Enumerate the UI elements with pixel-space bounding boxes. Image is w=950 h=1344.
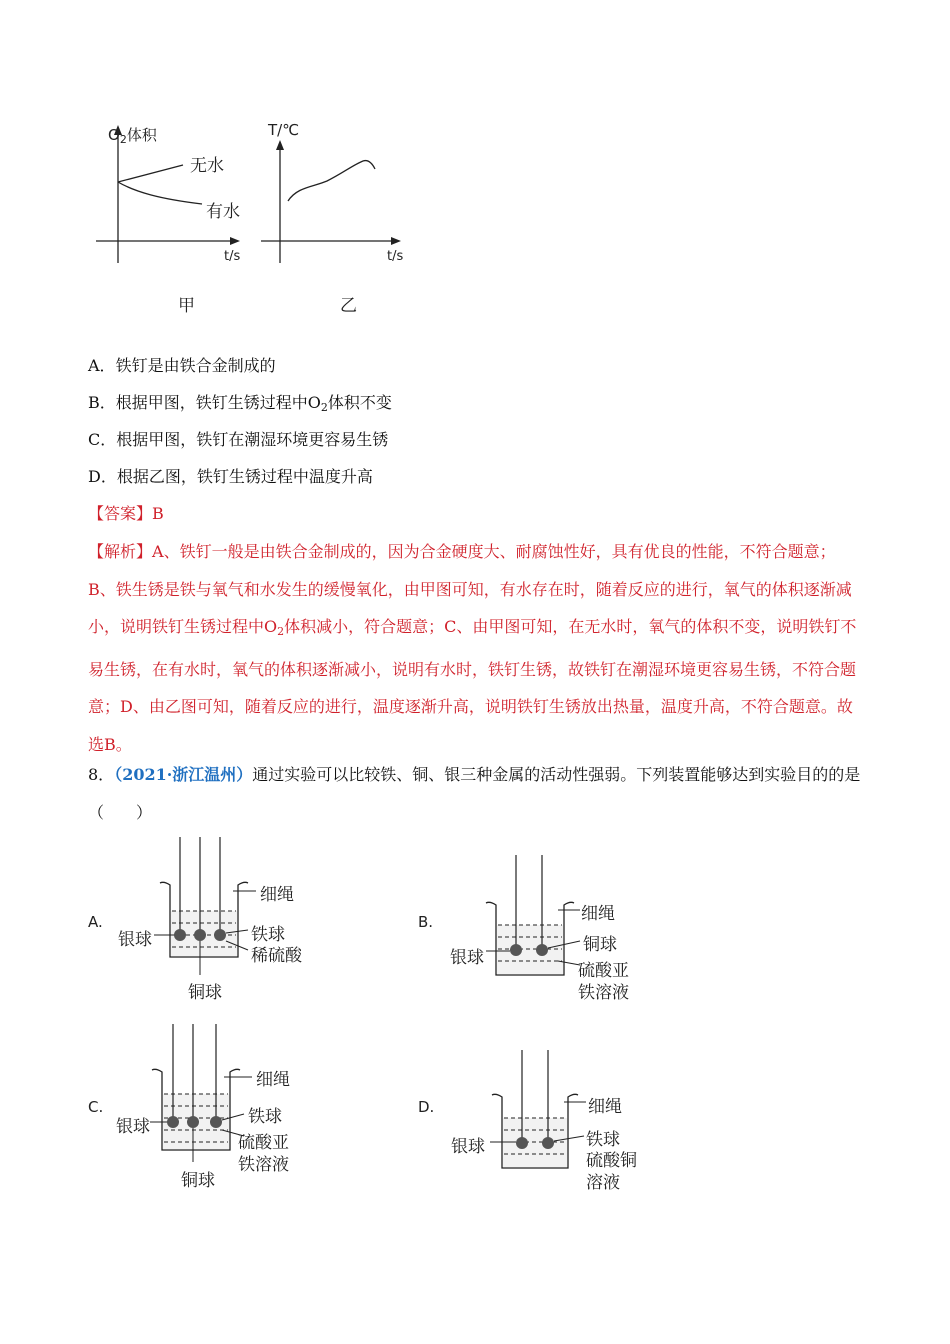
option-c: C．根据甲图，铁钉在潮湿环境更容易生锈 xyxy=(88,430,389,449)
question-source: （2021·浙江温州） xyxy=(114,765,253,784)
question-8: 8．（2021·浙江温州）通过实验可以比较铁、铜、银三种金属的活动性强弱。下列装置能够达到实验目的的是（ ） xyxy=(88,765,861,822)
apparatus-a-right: 铁球 xyxy=(251,925,285,945)
apparatus-a-letter: A. xyxy=(88,913,103,931)
apparatus-b-left: 银球 xyxy=(450,948,484,968)
apparatus-c-left: 银球 xyxy=(116,1117,150,1137)
apparatus-b-solution1: 硫酸亚 xyxy=(578,961,629,981)
temperature-curve xyxy=(288,161,375,201)
analysis: 【解析】A、铁钉一般是由铁合金制成的，因为合金硬度大、耐腐蚀性好，具有优良的性能，不符合题意；B、铁生锈是铁与氧气和水发生的缓慢氧化，由甲图可知，有水存在时，随着反应的进行，氧气的体积逐渐减小，说明铁钉生锈过程中$O_2$体积减小，符合题意；C、由甲图可知，在无水时，氧气的体积不变，说明铁钉不易生锈，在有水时，氧气的体积逐渐减小，说明有水时，铁钉生锈，故铁钉在潮湿环境更容易生锈，不符合题意；D、由乙图可知，随着反应的进行，温度逐渐升高，说明铁钉生锈放出热量，温度升高，不符合题意。故选B。 xyxy=(88,542,857,754)
beaker-a xyxy=(88,835,368,1005)
line-with-water xyxy=(118,182,202,204)
apparatus-d-solution1: 硫酸铜 xyxy=(586,1151,637,1171)
graph-jia-caption: 甲 xyxy=(178,296,195,316)
apparatus-b-letter: B. xyxy=(418,913,434,931)
answer: 【答案】B xyxy=(88,504,164,523)
graph-jia-ylabel: $O_2$体积 xyxy=(108,126,157,146)
apparatus-a-rope: 细绳 xyxy=(260,885,294,905)
apparatus-c-letter: C. xyxy=(88,1098,104,1116)
beaker-b xyxy=(418,855,698,1005)
beaker-c xyxy=(88,1022,368,1192)
graph-yi-ylabel: T/℃ xyxy=(268,121,300,139)
apparatus-a-left: 银球 xyxy=(118,930,152,950)
apparatus-b-solution2: 铁溶液 xyxy=(578,983,629,1003)
apparatus-b xyxy=(418,855,698,1005)
option-b: B．根据甲图，铁钉生锈过程中$O_2$体积不变 xyxy=(88,393,392,414)
apparatus-d xyxy=(418,1050,698,1200)
option-d: D．根据乙图，铁钉生锈过程中温度升高 xyxy=(88,467,373,486)
apparatus-c-solution2: 铁溶液 xyxy=(238,1155,289,1175)
apparatus-d-letter: D. xyxy=(418,1098,435,1116)
apparatus-c-rope: 细绳 xyxy=(256,1070,290,1090)
apparatus-c-solution1: 硫酸亚 xyxy=(238,1133,289,1153)
graph-yi-caption: 乙 xyxy=(340,296,357,316)
apparatus-a-bottom: 铜球 xyxy=(188,983,222,1003)
apparatus-c xyxy=(88,1022,368,1192)
beaker-d xyxy=(418,1050,698,1200)
apparatus-a xyxy=(88,835,368,1005)
option-a: A．铁钉是由铁合金制成的 xyxy=(88,356,276,375)
graph-jia-xlabel: t/s xyxy=(224,249,241,264)
apparatus-d-rope: 细绳 xyxy=(588,1097,622,1117)
graph-jia-line1-label: 无水 xyxy=(190,156,224,176)
apparatus-c-bottom: 铜球 xyxy=(181,1171,215,1191)
apparatus-c-right: 铁球 xyxy=(248,1107,282,1127)
apparatus-d-solution2: 溶液 xyxy=(586,1173,620,1193)
apparatus-b-right: 铜球 xyxy=(583,935,617,955)
graph-jia-line2-label: 有水 xyxy=(206,202,240,222)
apparatus-b-rope: 细绳 xyxy=(581,904,615,924)
line-no-water xyxy=(118,165,183,182)
apparatus-d-left: 银球 xyxy=(451,1137,485,1157)
graph-yi-xlabel: t/s xyxy=(387,249,404,264)
apparatus-d-right: 铁球 xyxy=(586,1130,620,1150)
apparatus-a-solution: 稀硫酸 xyxy=(251,946,302,966)
